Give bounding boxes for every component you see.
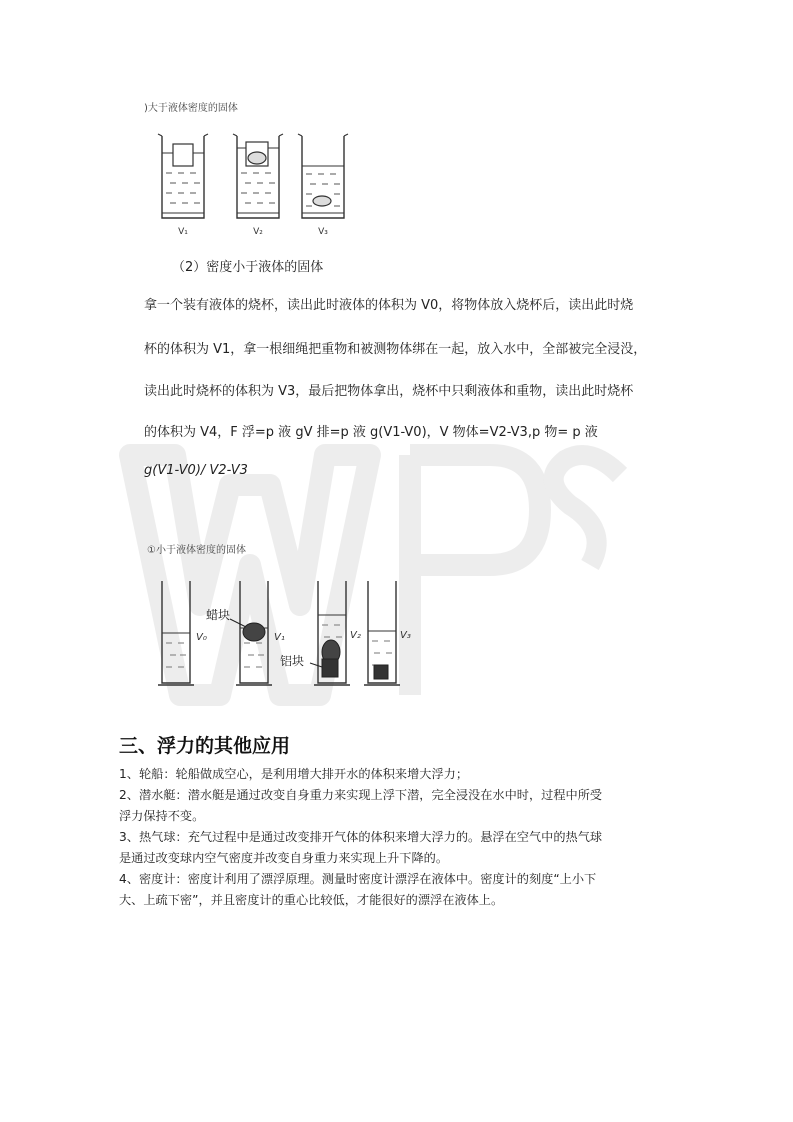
list-item-3-line-2: 是通过改变球内空气密度并改变自身重力来实现上升下降的。 bbox=[119, 851, 449, 865]
label-v0: V₀ bbox=[196, 632, 207, 643]
figure2-caption: ①小于液体密度的固体 bbox=[147, 545, 246, 556]
list-item-3-line-1: 3、热气球：充气过程中是通过改变排开气体的体积来增大浮力的。悬浮在空气中的热气球 bbox=[119, 830, 603, 844]
figure2-cylinders bbox=[150, 575, 420, 693]
wax-block-v1 bbox=[243, 623, 265, 641]
paragraph-line-3: 读出此时烧杯的体积为 V3，最后把物体拿出，烧杯中只剩液体和重物，读出此时烧杯 bbox=[144, 384, 634, 399]
paragraph-line-1: 拿一个装有液体的烧杯，读出此时液体的体积为 V0，将物体放入烧杯后，读出此时烧 bbox=[144, 298, 634, 313]
list-item-1 bbox=[119, 764, 689, 785]
al-block-v3 bbox=[374, 665, 388, 679]
list-item-4-line-1: 4、密度计：密度计利用了漂浮原理。测量时密度计漂浮在液体中。密度计的刻度“上小下 bbox=[119, 872, 597, 886]
label-v1b: V₁ bbox=[274, 632, 285, 643]
label-v3: V₃ bbox=[318, 227, 328, 237]
paragraph-line-5: g(V1-V0)/ V2-V3 bbox=[144, 463, 248, 478]
al-block-v2 bbox=[322, 659, 338, 677]
sub-heading: （2）密度小于液体的固体 bbox=[172, 260, 324, 275]
figure1-caption: )大于液体密度的固体 bbox=[144, 103, 238, 114]
beaker-v2 bbox=[233, 134, 283, 218]
label-v1: V₁ bbox=[178, 227, 188, 237]
wax-pointer bbox=[230, 619, 246, 627]
al-label: 铝块 bbox=[280, 654, 305, 668]
label-v2: V₂ bbox=[253, 227, 263, 237]
figure1-beakers bbox=[150, 128, 350, 240]
list-item-3 bbox=[119, 827, 689, 869]
label-v2b: V₂ bbox=[350, 630, 361, 641]
list-item-2-line-1: 2、潜水艇：潜水艇是通过改变自身重力来实现上浮下潜，完全浸没在水中时，过程中所受 bbox=[119, 788, 603, 802]
paragraph-line-4: 的体积为 V4，F 浮=p 液 gV 排=p 液 g(V1-V0)，V 物体=V2-V3,p 物= p 液 bbox=[144, 425, 598, 440]
list-item-2-line-2: 浮力保持不变。 bbox=[119, 809, 205, 823]
list-item-2 bbox=[119, 785, 689, 827]
paragraph-line-2: 杯的体积为 V1，拿一根细绳把重物和被测物体绑在一起，放入水中，全部被完全浸没， bbox=[144, 342, 647, 357]
list-item-4 bbox=[119, 869, 689, 911]
al-pointer bbox=[310, 663, 322, 667]
beaker-v1 bbox=[158, 134, 208, 218]
wax-label: 蜡块 bbox=[206, 608, 231, 622]
list-item-1-line-1: 1、轮船：轮船做成空心，是利用增大排开水的体积来增大浮力； bbox=[119, 767, 469, 781]
label-v3b: V₃ bbox=[400, 630, 411, 641]
section-title: 三、浮力的其他应用 bbox=[119, 735, 291, 757]
beaker-v3 bbox=[298, 134, 348, 218]
list-item-4-line-2: 大、上疏下密”，并且密度计的重心比较低，才能很好的漂浮在液体上。 bbox=[119, 893, 504, 907]
